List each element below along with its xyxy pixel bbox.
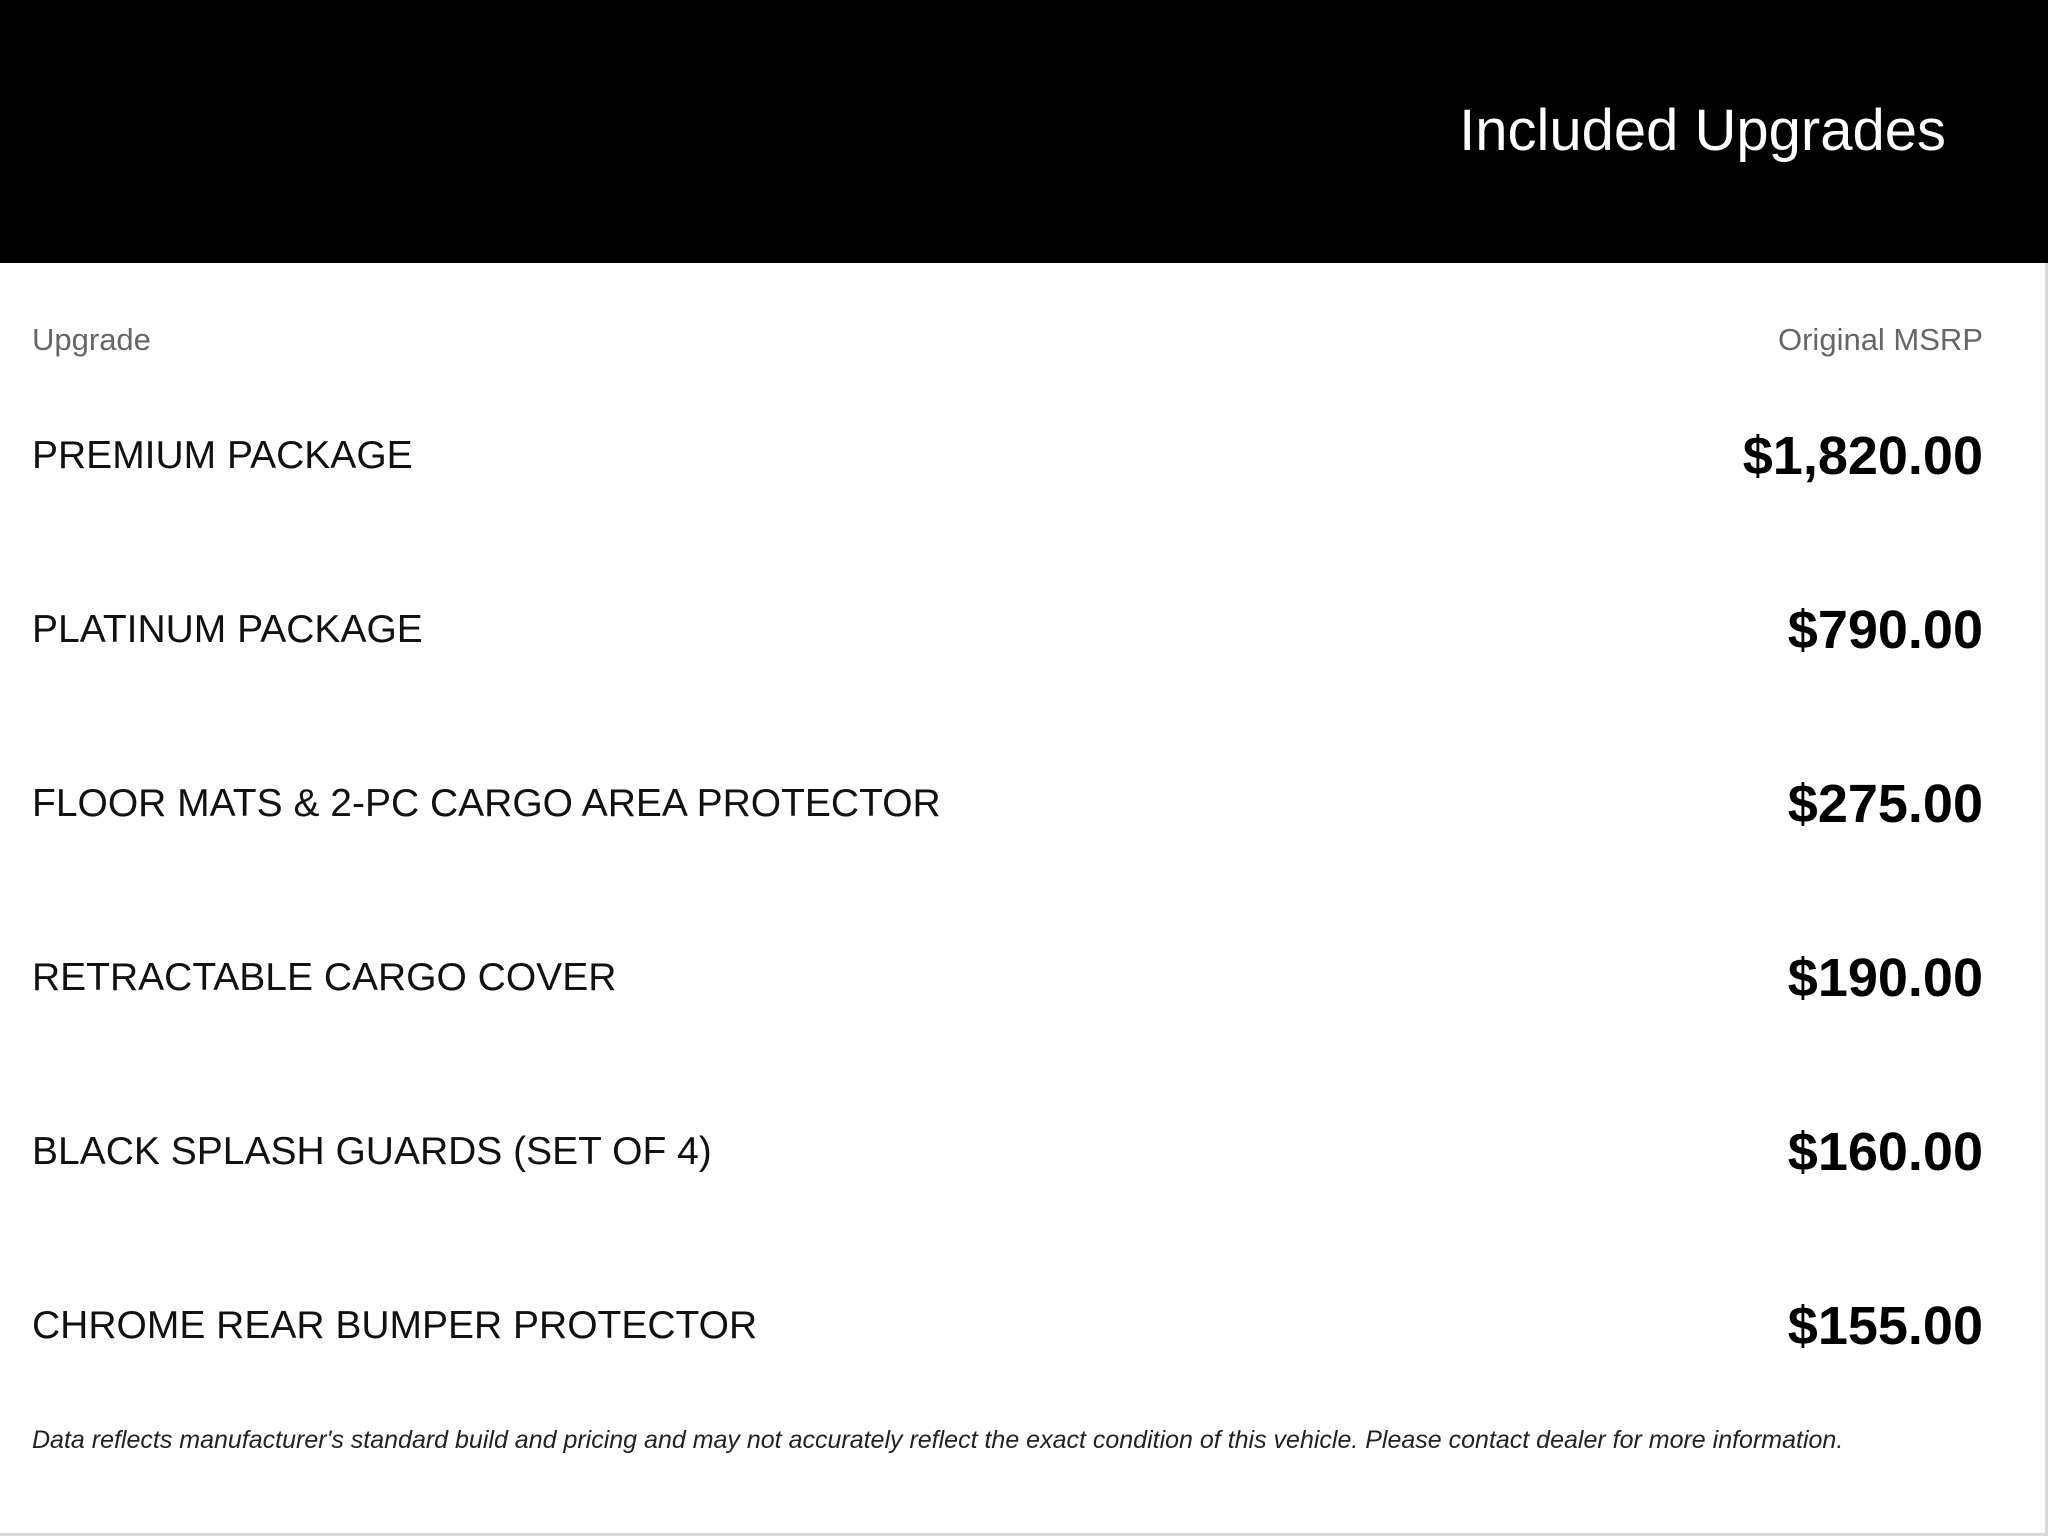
upgrade-name: PLATINUM PACKAGE (32, 608, 423, 651)
upgrade-name: PREMIUM PACKAGE (32, 434, 413, 477)
upgrade-price: $160.00 (1787, 1122, 1983, 1182)
upgrade-name: CHROME REAR BUMPER PROTECTOR (32, 1304, 758, 1347)
upgrade-price: $1,820.00 (1742, 426, 1983, 486)
upgrade-price: $275.00 (1787, 774, 1983, 834)
disclaimer-text: Data reflects manufacturer's standard build and pricing and may not accurately reflect the exact condition of this vehicle. Please contact dealer for more information. (32, 1426, 1844, 1454)
upgrade-name: BLACK SPLASH GUARDS (SET OF 4) (32, 1130, 712, 1173)
list-item (32, 590, 1983, 670)
upgrade-name: RETRACTABLE CARGO COVER (32, 956, 617, 999)
column-header-upgrade: Upgrade (32, 322, 151, 357)
list-item (32, 1112, 1983, 1192)
list-item (32, 416, 1983, 496)
page-title: Included Upgrades (1459, 98, 1946, 163)
upgrade-price: $790.00 (1787, 600, 1983, 660)
upgrade-price: $155.00 (1787, 1296, 1983, 1356)
upgrade-name: FLOOR MATS & 2-PC CARGO AREA PROTECTOR (32, 782, 941, 825)
list-item (32, 938, 1983, 1018)
list-item (32, 764, 1983, 844)
column-header-msrp: Original MSRP (1778, 322, 1983, 357)
upgrade-price: $190.00 (1787, 948, 1983, 1008)
list-item (32, 1286, 1983, 1366)
